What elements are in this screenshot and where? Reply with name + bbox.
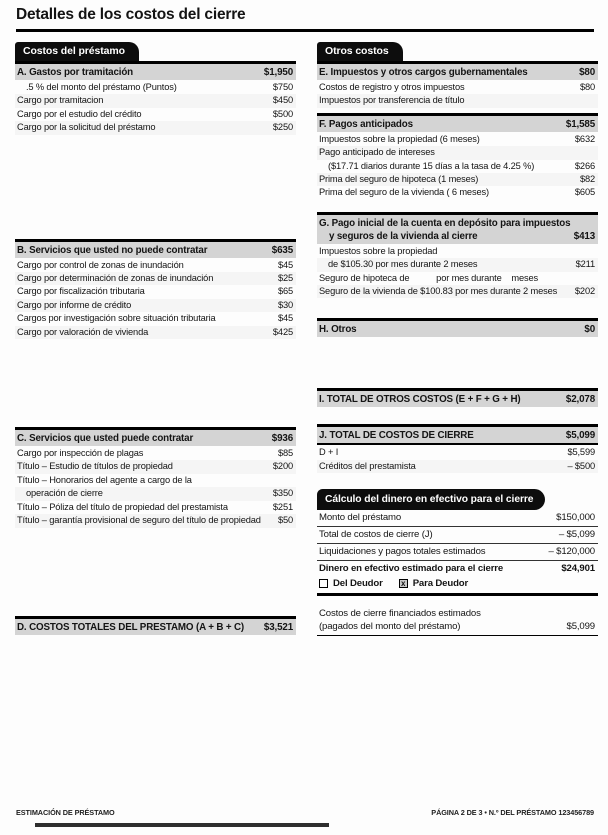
table-row (15, 81, 296, 94)
to-borrower-checkbox[interactable] (399, 579, 408, 588)
row-label: Créditos del prestamista (319, 460, 416, 471)
section-g-title-line2: y seguros de la vivienda al cierre (329, 230, 478, 242)
section-g-total: $413 (573, 230, 595, 242)
table-row (15, 108, 296, 121)
row-label: Cargo por valoración de vivienda (17, 326, 149, 337)
row-value: $5,599 (567, 447, 595, 458)
row-label: Cargo por fiscalización tributaria (17, 286, 145, 297)
table-row (317, 527, 598, 544)
section-a-rows (15, 80, 296, 135)
section-e-total: $80 (579, 67, 595, 78)
row-label: Impuestos por transferencia de título (319, 95, 465, 106)
table-row (15, 272, 296, 285)
table-row (317, 544, 598, 561)
row-label: de $105.30 por mes durante 2 meses (328, 259, 478, 270)
row-value: $211 (575, 259, 595, 270)
section-j-rows (317, 445, 598, 473)
table-row (15, 94, 296, 107)
row-value: – $500 (567, 460, 595, 471)
section-c-header (15, 430, 296, 446)
table-row (15, 447, 296, 460)
row-value: – $5,099 (558, 529, 595, 541)
section-f-rows (317, 132, 598, 200)
row-label: Cargo por determinación de zonas de inundación (17, 273, 214, 284)
row-value: $24,901 (561, 563, 595, 575)
row-value: $150,000 (556, 512, 595, 524)
row-value: $5,099 (566, 620, 595, 632)
section-d-total: $3,521 (263, 621, 293, 633)
table-row (15, 285, 296, 298)
section-a-header (15, 64, 296, 80)
section-e-header (317, 64, 598, 80)
section-i (317, 388, 598, 407)
row-value: $450 (272, 95, 293, 106)
cash-to-close-table (317, 510, 598, 596)
table-row (15, 326, 296, 339)
table-row (15, 460, 296, 473)
section-g-rows (317, 244, 598, 299)
section-g-title-line1: G. Pago inicial de la cuenta en depósito para impuestos (319, 217, 571, 229)
table-row (15, 514, 296, 527)
row-value: $750 (272, 82, 293, 92)
section-d-header (15, 619, 296, 635)
table-row (15, 259, 296, 272)
row-value: – $120,000 (548, 546, 595, 558)
row-label: Cargo por inspección de plagas (17, 448, 144, 459)
table-row (317, 446, 598, 459)
table-row (15, 501, 296, 514)
row-value: $251 (272, 501, 293, 512)
table-row (317, 81, 598, 94)
table-row (317, 186, 598, 199)
row-value: $85 (277, 448, 293, 459)
row-label: Cargo por la solicitud del préstamo (17, 122, 156, 133)
title-rule (16, 29, 594, 32)
section-e (317, 61, 598, 108)
section-j-title: J. TOTAL DE COSTOS DE CIERRE (319, 430, 474, 442)
section-b-rows (15, 258, 296, 339)
table-row (317, 160, 598, 173)
section-h (317, 318, 598, 337)
section-h-total: $0 (584, 324, 595, 336)
row-value: $425 (272, 326, 293, 337)
financed-label-line2: (pagados del monto del préstamo) (319, 620, 461, 632)
footer-form-name: ESTIMACIÓN DE PRÉSTAMO (16, 808, 115, 817)
row-value: $632 (574, 133, 595, 144)
row-label: Prima del seguro de la vivienda ( 6 meses) (319, 187, 489, 198)
loan-costs-tab: Costos del préstamo (15, 42, 139, 61)
row-label: Cargos por investigación sobre situación tributaria (17, 313, 216, 324)
table-row (317, 133, 598, 146)
row-value: $30 (277, 299, 293, 310)
row-value: $82 (579, 174, 595, 185)
footer-page-number: PÁGINA 2 DE 3 • N.º DEL PRÉSTAMO 123456789 (431, 808, 594, 817)
row-label: Título – garantía provisional de seguro del título de propiedad (17, 515, 261, 526)
section-i-title: I. TOTAL DE OTROS COSTOS (E + F + G + H) (319, 394, 521, 406)
section-h-title: H. Otros (319, 324, 357, 336)
section-b (15, 239, 296, 339)
next-page-edge-artifact (35, 823, 329, 827)
row-value: $45 (277, 259, 293, 270)
row-label: Cargo por informe de crédito (17, 299, 132, 310)
row-label: Cargo por el estudio del crédito (17, 108, 142, 119)
row-label: Título – Estudio de títulos de propiedad (17, 461, 173, 472)
page-footer (16, 808, 594, 817)
table-row (317, 245, 598, 258)
row-label: Impuestos sobre la propiedad (6 meses) (319, 133, 480, 144)
section-a-title: A. Gastos por tramitación (17, 67, 134, 78)
section-b-title: B. Servicios que usted no puede contratar (17, 244, 208, 256)
row-label: Monto del préstamo (319, 512, 402, 524)
other-costs-column (317, 42, 598, 636)
row-label: Cargo por control de zonas de inundación (17, 259, 184, 270)
row-label: Título – Póliza del título de propiedad del prestamista (17, 501, 228, 512)
row-value: $50 (277, 515, 293, 526)
row-value: $45 (277, 313, 293, 324)
loan-costs-column (15, 42, 296, 635)
table-row (15, 474, 296, 487)
row-value: $200 (272, 461, 293, 472)
table-row (317, 94, 598, 107)
row-label: Total de costos de cierre (J) (319, 529, 433, 541)
section-f-header (317, 116, 598, 132)
table-row (317, 173, 598, 186)
section-a-total: $1,950 (263, 67, 293, 78)
row-label: Dinero en efectivo estimado para el cierre (319, 563, 504, 575)
cash-to-close-tab: Cálculo del dinero en efectivo para el cierre (317, 489, 545, 510)
row-label: Liquidaciones y pagos totales estimados (319, 546, 486, 558)
table-row (317, 146, 598, 159)
financed-label-line1: Costos de cierre financiados estimados (319, 608, 481, 620)
row-value: $605 (574, 187, 595, 198)
row-label: Pago anticipado de intereses (319, 147, 435, 158)
section-e-rows (317, 80, 598, 108)
to-borrower-label: Para Deudor (412, 578, 469, 590)
section-c-total: $936 (271, 433, 293, 445)
row-value: $25 (277, 273, 293, 284)
estimated-cash-to-close-row (317, 561, 598, 577)
row-label (319, 608, 481, 633)
row-value: $250 (272, 122, 293, 133)
row-label: ($17.71 diarios durante 15 días a la tasa de 4.25 %) (328, 160, 535, 171)
row-label: Costos de registro y otros impuestos (319, 82, 465, 92)
section-i-header (317, 391, 598, 407)
section-f-total: $1,585 (565, 118, 595, 130)
section-g-title (319, 217, 570, 243)
section-a (15, 61, 296, 135)
row-label: Seguro de la vivienda de $100.83 por mes durante 2 meses (319, 286, 558, 297)
cash-to-close-block (317, 489, 598, 596)
table-row (15, 487, 296, 500)
row-label: .5 % del monto del préstamo (Puntos) (26, 82, 177, 92)
from-to-borrower-row (317, 577, 598, 593)
row-value: $65 (277, 286, 293, 297)
checkbox-mark: x (401, 578, 406, 588)
table-row (15, 121, 296, 134)
row-label: operación de cierre (26, 488, 103, 499)
table-row (15, 312, 296, 325)
section-c-title: C. Servicios que usted puede contratar (17, 433, 194, 445)
table-row (317, 272, 598, 285)
section-e-title: E. Impuestos y otros cargos gubernamentales (319, 67, 528, 78)
section-c (15, 427, 296, 527)
section-g (317, 212, 598, 299)
row-label: Prima del seguro de hipoteca (1 meses) (319, 174, 479, 185)
row-label: Título – Honorarios del agente a cargo de la (17, 474, 192, 485)
other-costs-tab: Otros costos (317, 42, 403, 61)
table-row (317, 285, 598, 298)
section-d-title: D. COSTOS TOTALES DEL PRESTAMO (A + B + C) (17, 621, 245, 633)
row-value: $80 (579, 82, 595, 92)
section-f-title: F. Pagos anticipados (319, 118, 413, 130)
section-f (317, 113, 598, 200)
row-value: $350 (272, 488, 293, 499)
row-value: $202 (574, 286, 595, 297)
row-label: D + I (319, 447, 339, 458)
row-label: Impuestos sobre la propiedad (319, 245, 438, 256)
from-borrower-label: Del Deudor (333, 578, 383, 590)
section-i-total: $2,078 (565, 394, 595, 406)
section-j (317, 424, 598, 473)
table-row (317, 258, 598, 271)
row-value: $266 (574, 160, 595, 171)
row-label: Cargo por tramitacion (17, 95, 104, 106)
section-g-header (317, 215, 598, 244)
row-label: Seguro de hipoteca de por mes durante meses (319, 272, 538, 283)
row-value: $500 (272, 108, 293, 119)
section-b-total: $635 (271, 244, 293, 256)
table-row (15, 299, 296, 312)
section-c-rows (15, 446, 296, 527)
page-title: Detalles de los costos del cierre (16, 6, 246, 23)
section-d (15, 616, 296, 635)
from-borrower-checkbox[interactable] (319, 579, 328, 588)
section-b-header (15, 242, 296, 258)
financed-closing-costs-row (317, 608, 598, 636)
section-j-total: $5,099 (565, 430, 595, 442)
table-row (317, 510, 598, 527)
section-j-header (317, 427, 598, 445)
table-row (317, 460, 598, 473)
section-h-header (317, 321, 598, 337)
